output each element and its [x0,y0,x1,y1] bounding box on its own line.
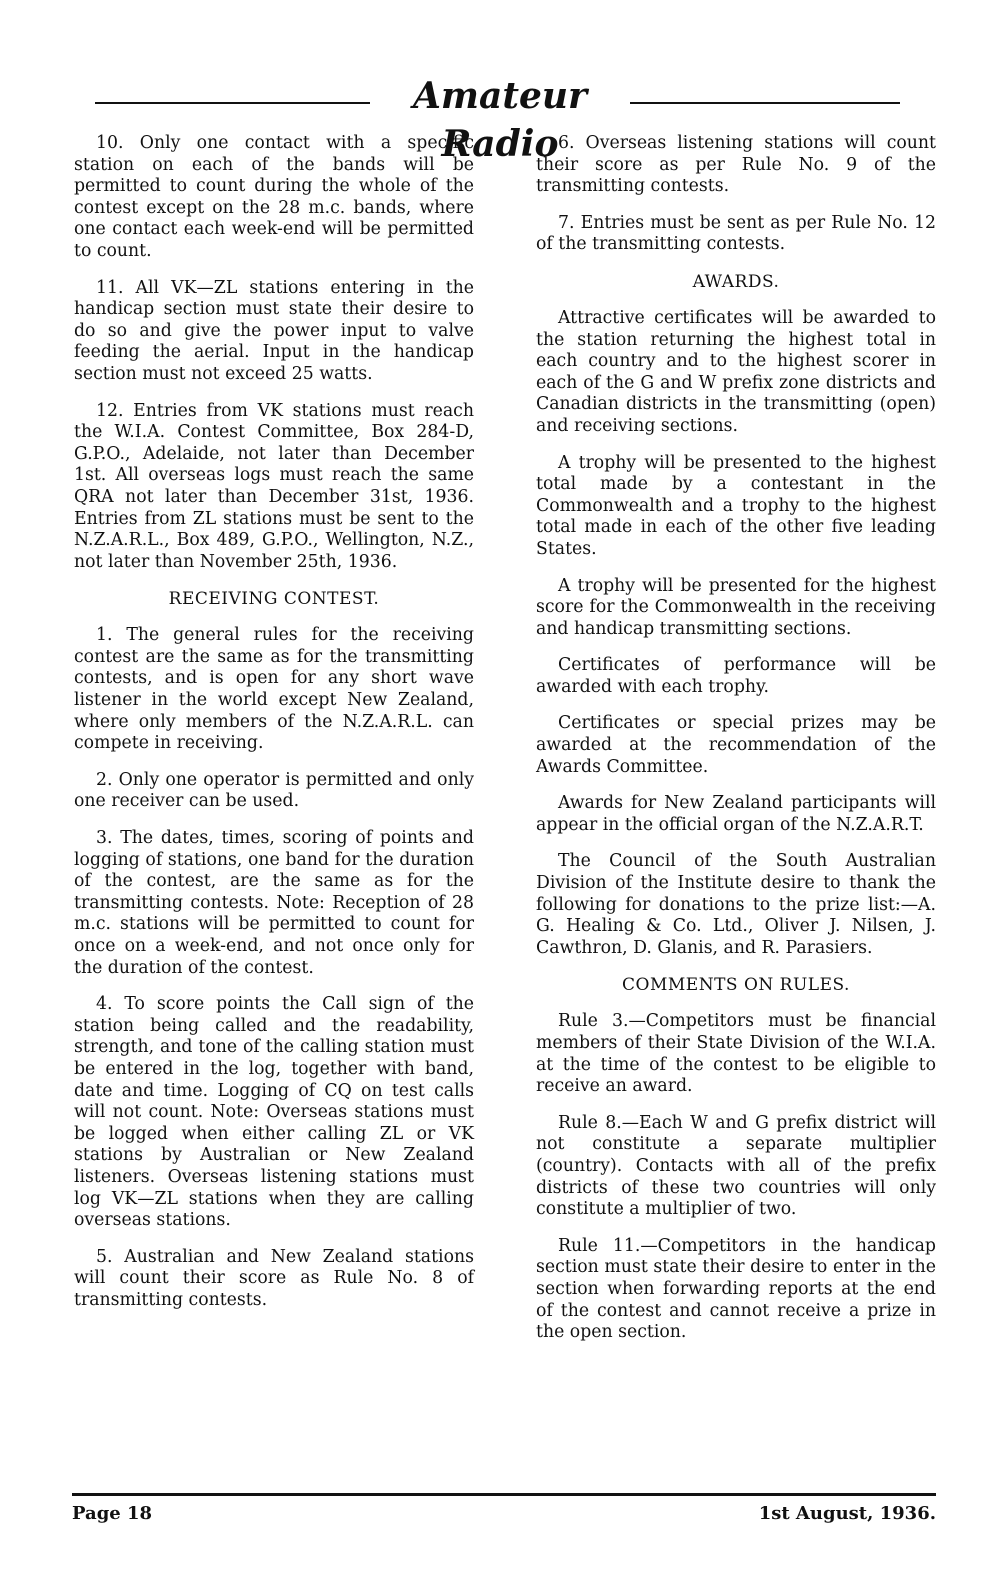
footer-rule [72,1493,936,1496]
paragraph: 1. The general rules for the receiving contest are the same as for the transmitting contests, and is open for any short wave listener in the world except New Zealand, where only members of the N.Z.A.R.L. can compete in receiving. [74,625,474,754]
paragraph: Rule 3.—Competitors must be financial members of their State Division of the W.I.A. at the time of the contest to be eligible to receive an award. [536,1011,936,1097]
section-heading: COMMENTS ON RULES. [622,975,850,996]
paragraph: Rule 11.—Competitors in the handicap section must state their desire to enter in the section when forwarding reports at the end of the contest and cannot receive a prize in the open section. [536,1235,936,1343]
masthead-rule-right [630,102,900,104]
paragraph: 7. Entries must be sent as per Rule No. 12 of the transmitting contests. [536,212,936,255]
paragraph: 3. The dates, times, scoring of points and logging of stations, one band for the duration of the contest, are the same as for the transmitting contests. Note: Reception of 28 m.c. stations will be permitted to count for once on a week-end, and not once only for the duration of the contest. [74,828,474,978]
paragraph: 2. Only one operator is permitted and only one receiver can be used. [74,769,474,812]
paragraph: Rule 8.—Each W and G prefix district will not constitute a separate multiplier (country). Contacts with all of the prefix districts of these two countries will only constitute a multiplier of two. [536,1112,936,1220]
paragraph: 12. Entries from VK stations must reach the W.I.A. Contest Committee, Box 284-D, G.P.O., Adelaide, not later than December 1st. All overseas logs must reach the same QRA not later than December 31st, 1936. Entries from ZL stations must be sent to the N.Z.A.R.L., Box 489, G.P.O., Wellington, N.Z., not later than November 25th, 1936. [74,400,474,572]
paragraph: 6. Overseas listening stations will count their score as per Rule No. 9 of the transmitting contests. [536,133,936,197]
masthead-title: Amateur Radio [412,75,588,165]
footer [72,1493,936,1524]
issue-date: 1st August, 1936. [758,1503,936,1524]
right-column [536,133,936,1359]
paragraph: Certificates or special prizes may be awarded at the recommendation of the Awards Committee. [536,713,936,777]
paragraph: Awards for New Zealand participants will appear in the official organ of the N.Z.A.R.T. [536,793,936,835]
page-number: Page 18 [72,1503,153,1524]
paragraph: Certificates of performance will be awarded with each trophy. [536,655,936,697]
section-heading: AWARDS. [692,271,780,292]
paragraph: 10. Only one contact with a specific station on each of the bands will be permitted to count during the whole of the contest except on the 28 m.c. bands, where one contact each week-end will be permitted to count. [74,133,474,261]
paragraph: Attractive certificates will be awarded to the station returning the highest total in each country and to the highest scorer in each of the G and W prefix zone districts and Canadian districts in the transmitting (open) and receiving sections. [536,307,936,436]
paragraph: 5. Australian and New Zealand stations will count their score as Rule No. 8 of transmitting contests. [74,1246,474,1310]
paragraph: 11. All VK—ZL stations entering in the handicap section must state their desire to do so and give the power input to valve feeding the aerial. Input in the handicap section must not exceed 25 watts. [74,277,474,384]
left-column [74,133,474,1327]
paragraph: A trophy will be presented for the highest score for the Commonwealth in the receiving and handicap transmitting sections. [536,575,936,639]
paragraph: 4. To score points the Call sign of the station being called and the readability, strength, and tone of the calling station must be entered in the log, together with band, date and time. Logging of CQ on test calls will not count. Note: Overseas stations must be logged when either calling ZL or VK stations by Australian or New Zealand listeners. Overseas listening stations must log VK—ZL stations when they are calling overseas stations. [74,994,474,1231]
paragraph: The Council of the South Australian Division of the Institute desire to thank the following for donations to the prize list:—A. G. Healing & Co. Ltd., Oliver J. Nilsen, J. Cawthron, D. Glanis, and R. Parasiers. [536,851,936,958]
paragraph: A trophy will be presented to the highest total made by a contestant in the Commonwealth and a trophy to the highest total made in each of the other five leading States. [536,452,936,559]
masthead-rule-left [95,102,370,104]
masthead [95,72,905,165]
section-heading: RECEIVING CONTEST. [168,589,380,610]
